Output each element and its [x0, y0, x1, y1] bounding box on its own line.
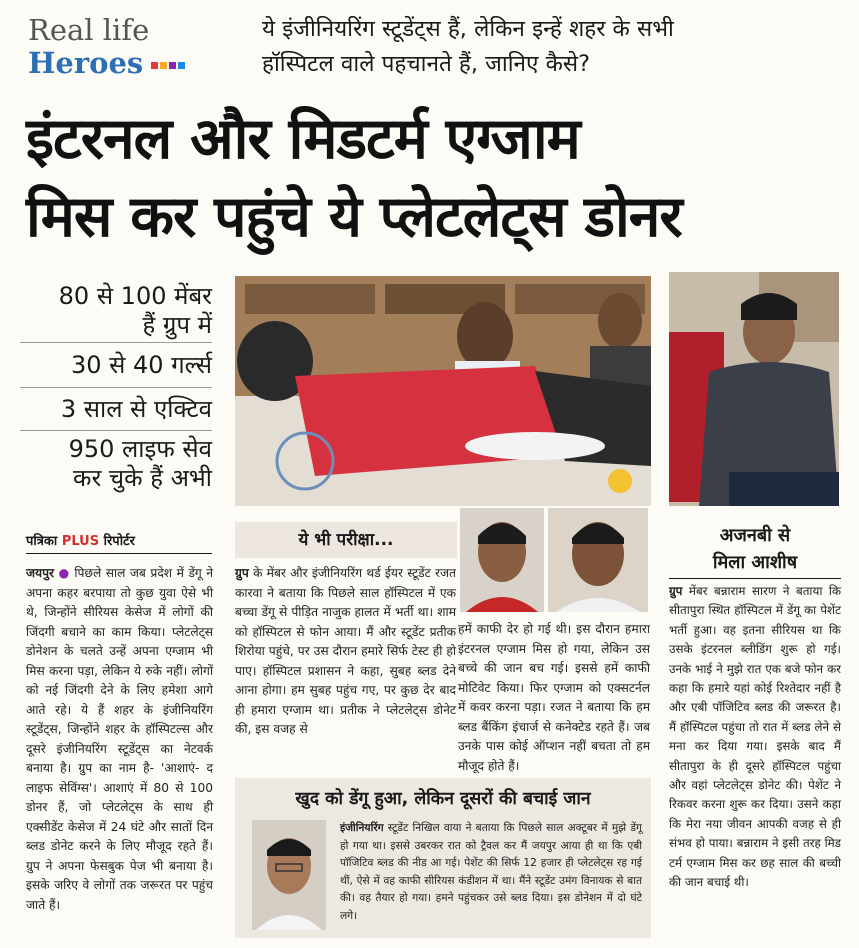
column-3-text: हमें काफी देर हो गई थी। इस दौरान हमारा इंटरनल एग्जाम मिस हो गया, लेकिन उस बच्चे की जान बच गई। इससे हमें काफी मोटिवेट किया। फिर एग्जाम को एक्सटर्नल में कवर करना पड़ा। रजत ने बताया कि हम ब्लड बैंकिंग इंचार्ज से कनेक्टेड रहते हैं। जब उनके पास कोई ऑप्शन नहीं बचता तो हम मौजूद होते हैं। — [458, 622, 650, 773]
stat-3 — [20, 388, 212, 431]
divider — [26, 553, 212, 554]
stat-4-line1: 950 लाइफ सेव — [68, 435, 212, 463]
dengue-box-photo — [252, 820, 326, 930]
donor-scene-illustration — [235, 276, 651, 506]
reporter-prefix: पत्रिका — [26, 534, 58, 549]
column-4-title-line2: मिला आशीष — [712, 552, 798, 573]
column-4-title — [669, 522, 841, 576]
column-4-text: मेंबर बन्नाराम सारण ने बताया कि सीतापुरा स्थित हॉस्पिटल में डेंगू का पेशेंट भर्ती हुआ। वह इतना सीरियस था कि उसके इंटरनल ब्लीडिंग शुरू हो गई। उनके भाई ने मुझे रात एक बजे फोन कर कहा कि हमारे यहां कोई रिश्तेदार नहीं है और एबी पॉजिटिव ब्लड की जरूरत है। मैं हॉस्पिटल पहुंचा तो रात में ब्लड लेने से मना कर दिया गया। इसके बाद मैं सीतापुरा के ही दूसरे हॉस्पिटल पहुंचा और वहां प्लेटलेट्स डोनेट की। पेशेंट ने रिकवर करना शुरू कर दिया। उसने कहा कि मेरा नया जीवन आपकी वजह से ही संभव हो पाया। बन्नाराम ने इसी तरह मिड टर्म एग्जाम मिस कर छह साल की बच्ची की जान बचाई थी। — [669, 584, 842, 890]
column-2 — [235, 564, 456, 740]
stat-4 — [20, 431, 212, 493]
reporter-byline — [26, 531, 135, 549]
column-3 — [458, 620, 650, 776]
stat-1-line2: हैं ग्रुप में — [142, 311, 212, 339]
student-2-illustration — [548, 508, 648, 612]
stat-2-line1: 30 से 40 गर्ल्स — [70, 351, 212, 379]
exam-section-title: ये भी परीक्षा... — [298, 530, 394, 550]
dot-3 — [169, 62, 176, 69]
dengue-box-title: खुद को डेंगू हुआ, लेकिन दूसरों की बचाई जान — [295, 789, 591, 809]
column-4-divider — [669, 578, 841, 579]
dot-1 — [151, 62, 158, 69]
dengue-box-text: स्टूडेंट निखिल वाया ने बताया कि पिछले साल अक्टूबर में मुझे डेंगू हो गया था। इससे उबरकर रात को ट्रैवल कर मैं जयपुर आया ही था कि एबी पॉजिटिव ब्लड की नीड आ गई। पेशेंट की सिर्फ 12 हजार ही प्लेटलेट्स रह गई थीं, ऐसे में वह काफी सीरियस कंडीशन में था। मैंने स्टूडेंट उमंग विनायक से बात की। वह तैयार हो गया। हमने पहुंचकर उसे ब्लड दिया। इस डोनेशन में दो घंटे लगे। — [340, 822, 642, 922]
column-1-text: पिछले साल जब प्रदेश में डेंगू ने अपना कहर बरपाया तो कुछ युवा ऐसे भी थे, जिन्होंने सीरियस केसेज में लोगों की जिंदगी बचाने का काम किया। प्लेटलेट्स डोनेशन के चलते उन्हें अपना एग्जाम भी मिस करना पड़ा, लेकिन ये रुके नहीं। लोगों को नई जिंदगी देने के लिए हमेशा आगे आते रहे। ये हैं शहर के इंजीनियरिंग स्टूडेंट्स, जिन्होंने शहर के हॉस्पिटल्स और दूसरे इंजीनियरिंग स्टूडेंट्स का नेटवर्क बनाया है। ग्रुप का नाम है- 'आशाएं- द लाइफ सेविंग्स'। आशाएं में 80 से 100 डोनर हैं, जो प्लेटलेट्स के साथ ही एक्सीडेंट केसेज में 24 घंटे और सातों दिन ब्लड डोनेट करने के लिए मौजूद रहते हैं। ग्रुप ने अपना फेसबुक पेज भी बनाया है। इसके जरिए वे लोगों तक जरूरत पर पहुंच जाते हैं। — [26, 566, 214, 912]
masthead-line2: Heroes — [28, 46, 144, 80]
right-photo — [669, 272, 839, 506]
stat-1-line1: 80 से 100 मेंबर — [58, 282, 212, 310]
main-photo — [235, 276, 651, 506]
stat-4-line2: कर चुके हैं अभी — [73, 464, 212, 492]
nikhil-portrait-illustration — [252, 820, 326, 930]
masthead — [28, 14, 187, 80]
column-4-lead: ग्रुप — [669, 584, 683, 598]
reporter-plus: PLUS — [61, 534, 100, 549]
stat-3-line1: 3 साल से एक्टिव — [60, 395, 212, 423]
headline — [26, 100, 846, 256]
column-2-text: के मेंबर और इंजीनियरिंग थर्ड ईयर स्टूडेंट रजत कारवा ने बताया कि पिछले साल हॉस्पिटल में एक बच्चा डेंगू से पीड़ित नाजुक हालत में भर्ती था। शाम को हॉस्पिटल से फोन आया। मैं और स्टूडेंट प्रतीक शिरोया पहुंचे, पर उस दौरान हमारे सिर्फ टेस्ट ही हो पाए। हॉस्पिटल प्रशासन ने कहा, सुबह ब्लड देने आना होगा। हम सुबह पहुंच गए, पर कुछ देर बाद ही हमारा एग्जाम था। प्रतीक ने प्लेटलेट्स डोनेट की, इस वजह से — [235, 566, 456, 736]
dateline: जयपुर — [26, 566, 55, 580]
column-1 — [26, 564, 213, 915]
column-2-lead: ग्रुप — [235, 566, 249, 580]
stat-2 — [20, 343, 212, 388]
stats-panel — [20, 282, 212, 493]
exam-section-header — [235, 522, 457, 558]
stat-1 — [20, 282, 212, 343]
headline-line2: मिस कर पहुंचे ये प्लेटलेट्स डोनर — [26, 184, 682, 250]
dengue-box-body — [340, 820, 642, 926]
column-4 — [669, 582, 841, 893]
dengue-box-lead: इंजीनियरिंग — [340, 822, 384, 834]
dot-2 — [160, 62, 167, 69]
headline-line1: इंटरनल और मिडटर्म एग्जाम — [26, 106, 580, 172]
student-1-illustration — [460, 508, 544, 612]
student-photo-1 — [460, 508, 544, 612]
student-photo-2 — [548, 508, 648, 612]
dot-4 — [178, 62, 185, 69]
kicker-line2: हॉस्पिटल वाले पहचानते हैं, जानिए कैसे? — [262, 51, 591, 77]
dateline-bullet: ● — [58, 566, 70, 580]
column-4-title-line1: अजनबी से — [719, 525, 791, 546]
reporter-suffix: रिपोर्टर — [103, 534, 135, 549]
masthead-dots — [151, 54, 187, 73]
masthead-line1: Real life — [28, 13, 150, 47]
kicker-line1: ये इंजीनियरिंग स्टूडेंट्स हैं, लेकिन इन्हें शहर के सभी — [262, 16, 674, 42]
kicker — [262, 12, 852, 82]
donor-portrait-illustration — [669, 272, 839, 506]
